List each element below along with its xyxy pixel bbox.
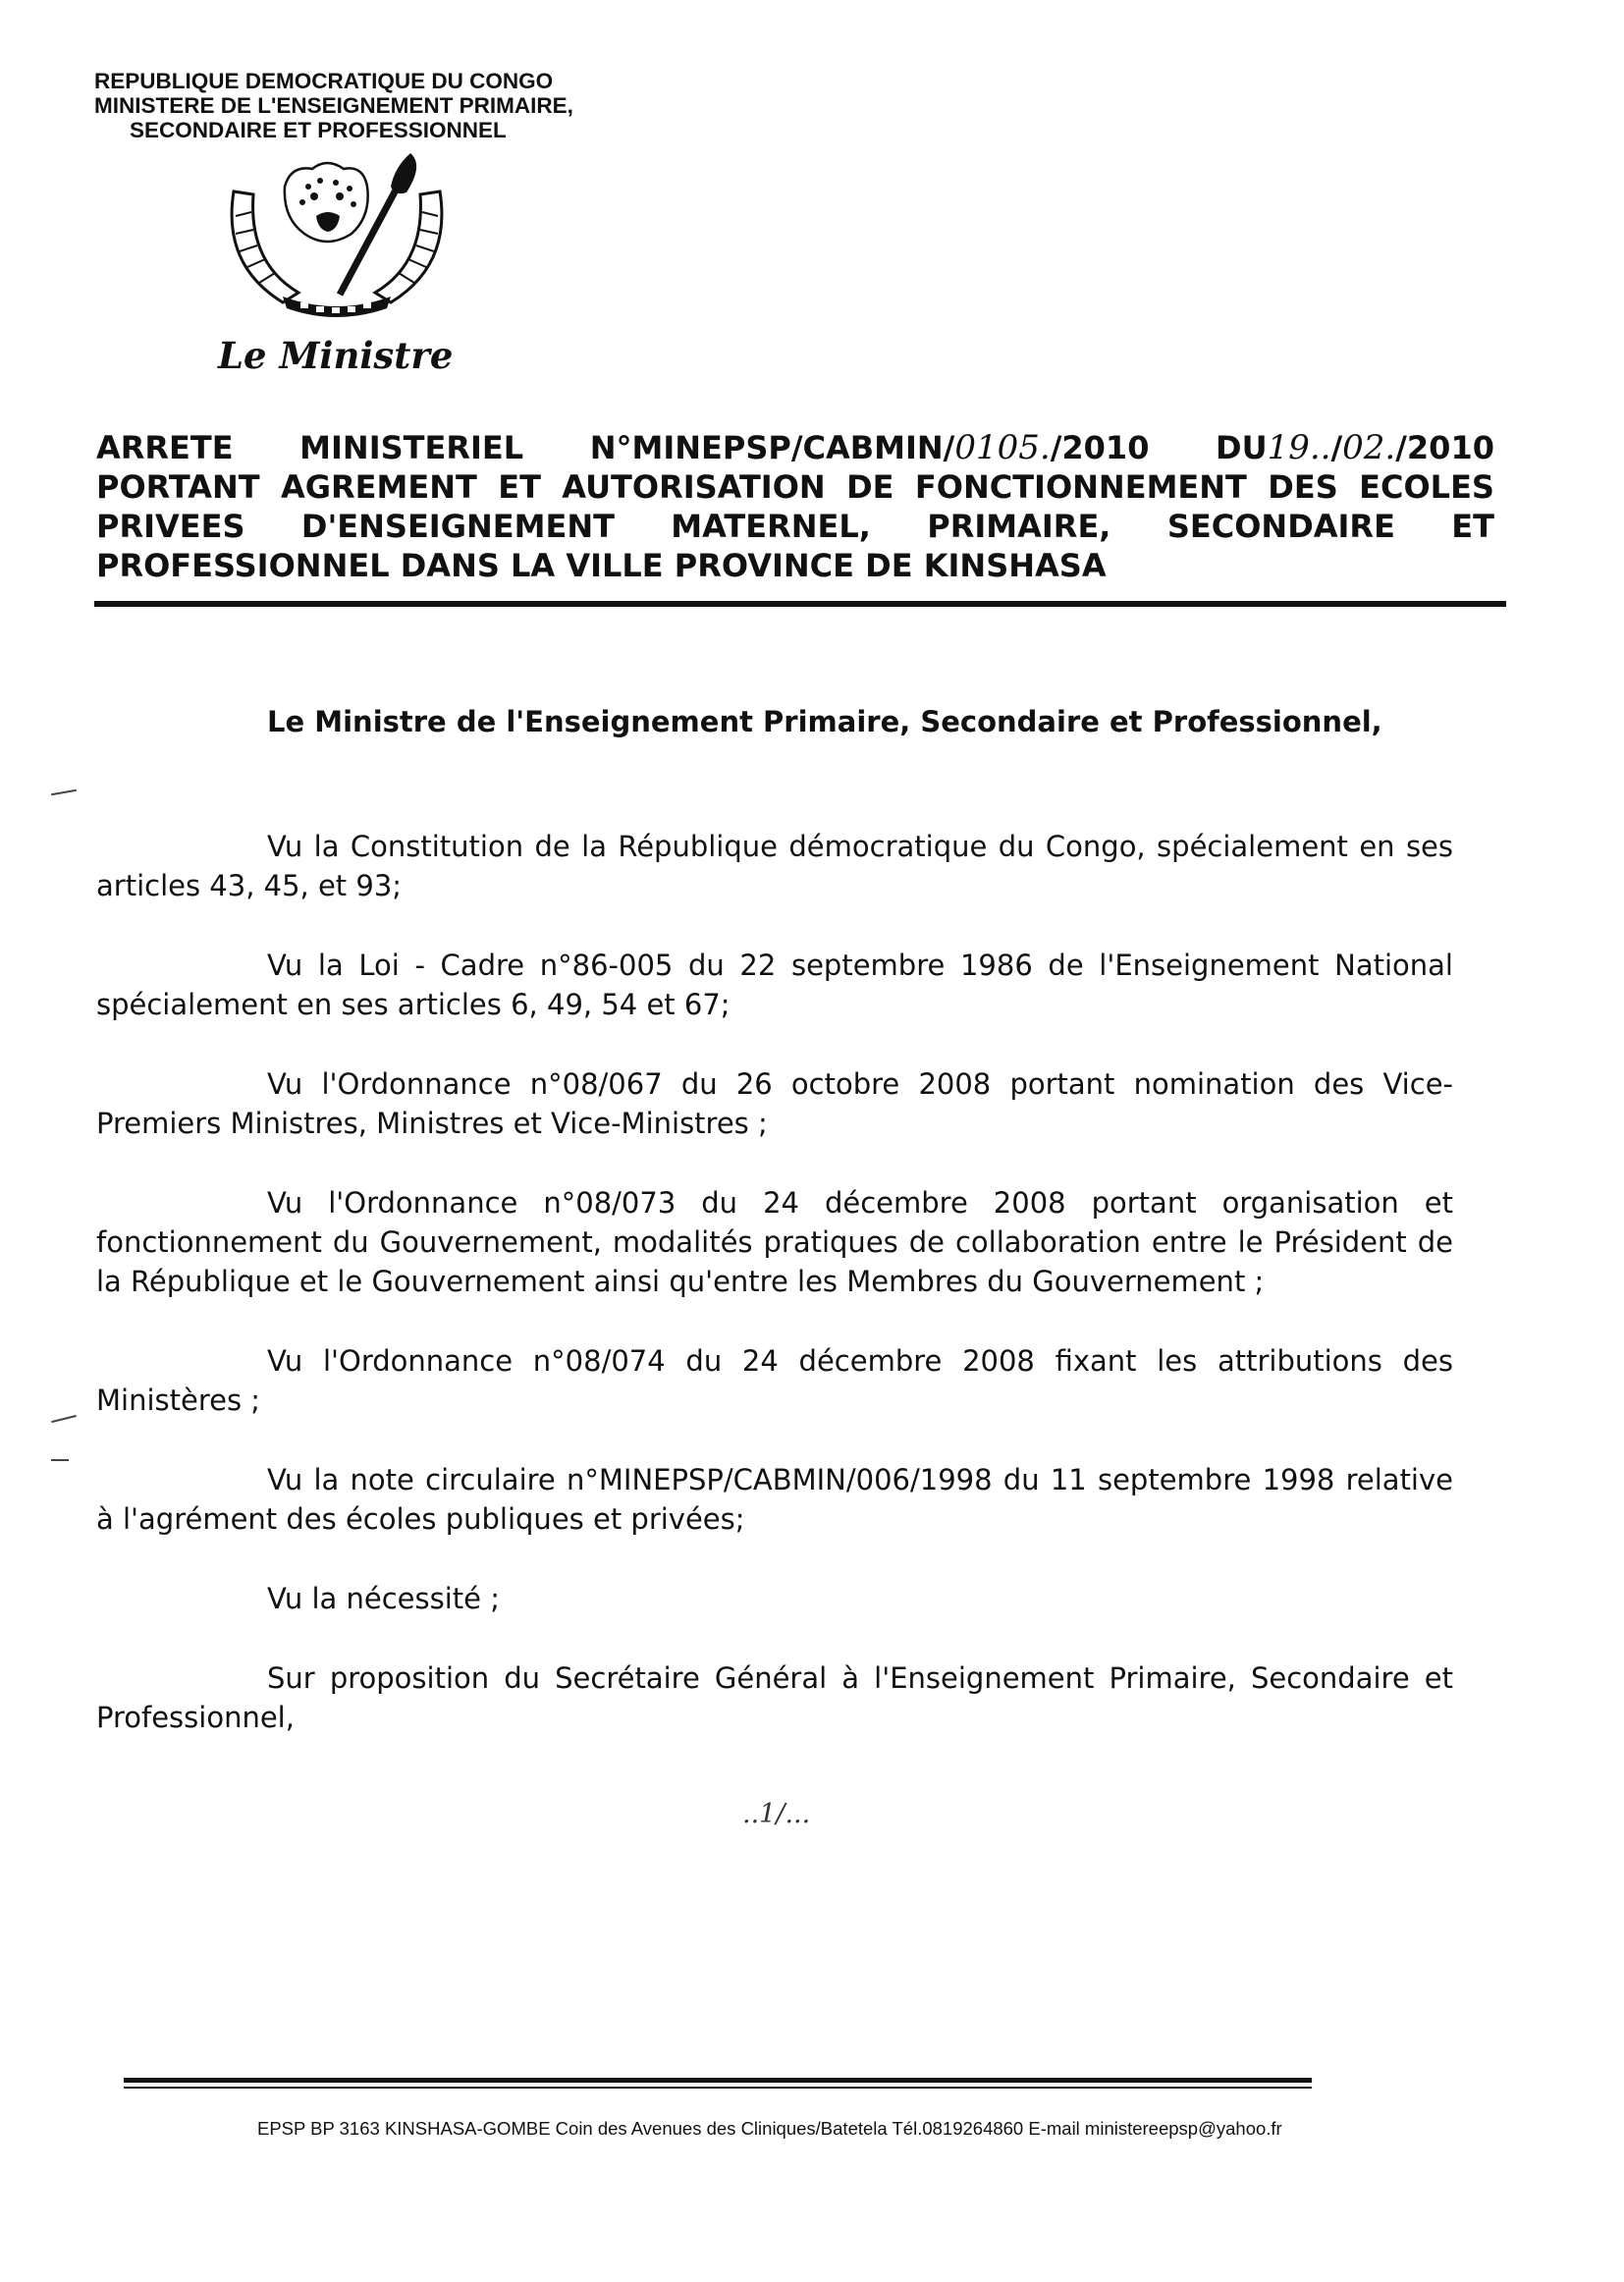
title-line-1 <box>96 428 1494 467</box>
paragraph-text: Vu la nécessité ; <box>267 1582 500 1615</box>
decree-date-prefix: DU <box>1216 429 1268 466</box>
paragraph-text: Vu la Loi - Cadre n°86-005 du 22 septembre 1986 de l'Enseignement National spécialement en ses articles 6, 49, 54 et 67; <box>96 949 1453 1021</box>
title-line-4: PROFESSIONNEL DANS LA VILLE PROVINCE DE KINSHASA <box>96 547 1107 584</box>
paragraph-text: Sur proposition du Secrétaire Général à l'Enseignement Primaire, Secondaire et Professionnel, <box>96 1661 1453 1734</box>
title-word: D'ENSEIGNEMENT <box>300 508 615 545</box>
considerant-note-circulaire <box>96 1460 1453 1539</box>
letterhead <box>94 69 573 142</box>
coat-of-arms-icon <box>214 147 460 319</box>
minister-heading: Le Ministre de l'Enseignement Primaire, Secondaire et Professionnel, <box>267 705 1382 738</box>
paragraph-text: Vu l'Ordonnance n°08/067 du 26 octobre 2008 portant nomination des Vice-Premiers Ministres, Ministres et Vice-Ministres ; <box>96 1067 1453 1140</box>
title-word: ET <box>498 468 541 506</box>
paragraph-text: Vu l'Ordonnance n°08/074 du 24 décembre 2008 fixant les attributions des Ministères ; <box>96 1344 1453 1417</box>
decree-number <box>590 428 1150 467</box>
footer-address: EPSP BP 3163 KINSHASA-GOMBE Coin des Avenues des Cliniques/Batetela Tél.0819264860 E-mail ministereepsp@yahoo.fr <box>257 2118 1282 2139</box>
considerant-ordonnance-073 <box>96 1183 1453 1301</box>
considerant-constitution <box>96 827 1453 905</box>
letterhead-country: REPUBLIQUE DEMOCRATIQUE DU CONGO <box>94 69 554 93</box>
letterhead-ministry-cont: SECONDAIRE ET PROFESSIONNEL <box>130 118 507 142</box>
title-word: PRIVEES <box>96 508 245 545</box>
title-word: ARRETE <box>96 429 234 466</box>
margin-mark <box>51 1415 77 1423</box>
title-word: ECOLES <box>1359 468 1494 506</box>
decree-date-month: 02. <box>1342 428 1396 467</box>
margin-mark <box>51 1459 69 1461</box>
considerant-proposition <box>96 1658 1453 1737</box>
title-line-2 <box>96 467 1494 507</box>
title-word: PORTANT <box>96 468 260 506</box>
decree-number-handwritten: 0105. <box>954 428 1051 467</box>
paragraph-text: Vu la note circulaire n°MINEPSP/CABMIN/006/1998 du 11 septembre 1998 relative à l'agrément des écoles publiques et privées; <box>96 1463 1453 1536</box>
title-word: MINISTERIEL <box>299 429 524 466</box>
title-word: AUTORISATION <box>562 468 826 506</box>
decree-date-day: 19.. <box>1267 428 1331 467</box>
decree-date <box>1216 428 1494 467</box>
title-line-3 <box>96 507 1494 546</box>
considerant-ordonnance-067 <box>96 1064 1453 1143</box>
considerant-ordonnance-074 <box>96 1341 1453 1420</box>
decree-date-year: /2010 <box>1395 429 1494 466</box>
considerant-necessite <box>96 1579 1453 1618</box>
considerant-loi-cadre <box>96 946 1453 1024</box>
decree-date-sep: / <box>1330 429 1343 466</box>
decree-number-prefix: N°MINEPSP/CABMIN/ <box>589 429 955 466</box>
title-word: AGREMENT <box>280 468 477 506</box>
minister-signature: Le Ministre <box>218 334 454 377</box>
decree-number-year: /2010 <box>1050 429 1150 466</box>
title-word: SECONDAIRE <box>1166 508 1395 545</box>
page-continuation-mark: ..1/... <box>742 1799 811 1829</box>
title-word: FONCTIONNEMENT <box>914 468 1247 506</box>
paragraph-text: Vu l'Ordonnance n°08/073 du 24 décembre 2008 portant organisation et fonctionnement du Gouvernement, modalités pratiques de collaboration entre le Président de la République et le Gouvernement ainsi qu'entre les Membres du Gouvernement ; <box>96 1186 1453 1298</box>
title-divider <box>94 601 1506 607</box>
title-word: DE <box>846 468 894 506</box>
paragraph-text: Vu la Constitution de la République démocratique du Congo, spécialement en ses articles 43, 45, et 93; <box>96 830 1453 902</box>
margin-mark <box>51 789 77 795</box>
title-word: MATERNEL, <box>671 508 871 545</box>
title-word: PRIMAIRE, <box>927 508 1111 545</box>
letterhead-ministry: MINISTERE DE L'ENSEIGNEMENT PRIMAIRE, <box>94 93 573 118</box>
decree-title <box>96 428 1494 585</box>
footer-divider <box>124 2078 1312 2083</box>
title-word: ET <box>1451 508 1494 545</box>
title-word: DES <box>1268 468 1338 506</box>
footer-divider-thin <box>124 2087 1312 2089</box>
